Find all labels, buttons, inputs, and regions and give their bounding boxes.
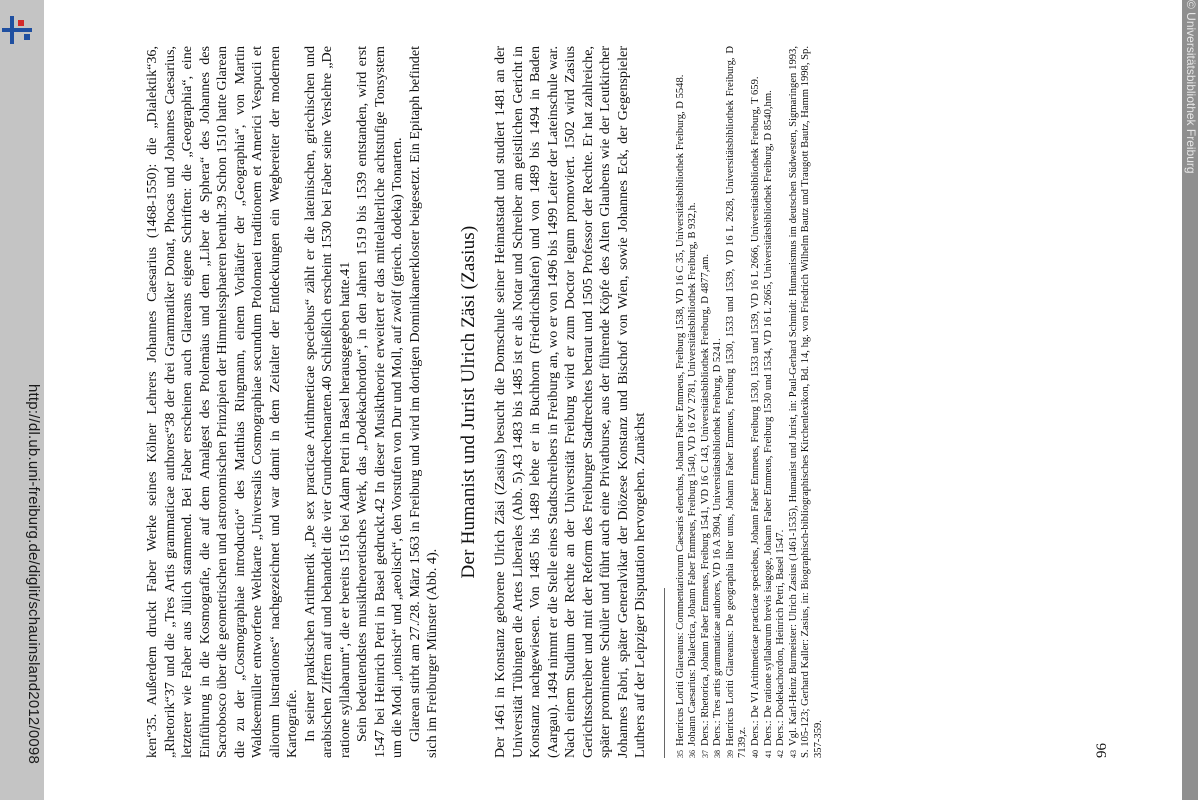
footnote: [725, 46, 750, 758]
source-url-caption: [18, 0, 42, 800]
logo-bar: [2, 28, 32, 32]
section-heading: Der Humanist und Jurist Ulrich Zäsi (Zasius): [457, 225, 479, 579]
footnote-text: Henricus Loriti Glareanus: Commentariorum Caesaris elenchus, Johann Faber Emmeus, Freiburg 1538, VD 16 C 35, Universitätsbibliothek Freiburg, D 5548.: [674, 74, 686, 746]
footnote: [788, 46, 826, 758]
footnote-number: 40: [751, 750, 761, 758]
body-text: [144, 46, 442, 758]
footnote-text: Ders.: De VI Arithmeticae practicae speciebus, Johann Faber Emmeus, Freiburg 1530, 1533 und 1539, VD 16 L 2666, Universitätsbibliothek Freiburg, T 659.: [750, 76, 762, 746]
text-column: [144, 46, 826, 758]
page-number: 96: [1094, 743, 1110, 758]
body-paragraph: Glarean stirbt am 27./28. März 1563 in Freiburg und wird im dortigen Dominikanerkloster beigesetzt. Ein Epitaph befindet sich im Freiburger Münster (Abb. 4).: [406, 46, 440, 758]
footnote-number: 41: [763, 750, 773, 758]
footnote-number: 42: [776, 750, 786, 758]
footnote: [712, 46, 725, 758]
logo-stem: [10, 16, 14, 44]
rotated-page-content: [44, 0, 1182, 800]
copyright-caption: [1170, 0, 1198, 800]
footnote-number: 36: [688, 750, 698, 758]
logo-block-blue: [24, 34, 30, 40]
body-paragraph: Sein bedeutendstes musiktheoretisches Werk, das „Dodekachordon“, in den Jahren 1519 bis 1539 entstanden, wird erst 1547 bei Heinrich Petri in Basel gedruckt.42 In dieser Musiktheorie erweitert er das mittelalterliche achtstufige Tonsystem um die Modi „ionisch“ und „aeolisch“, den Vorstufen von Dur und Moll, auf zwölf (griech. dodeka) Tonarten.: [354, 46, 405, 758]
footnote-text: Johann Caesarius: Dialectica, Johann Faber Emmeus, Freiburg 1540, VD 16 ZV 2781, Universitätsbibliothek Freiburg, B 932,h.: [687, 202, 699, 746]
footnote-text: Ders.: De ratione syllabarum brevis isagoge, Johann Faber Emmeus, Freiburg 1530 und 1534, VD 16 L 2665, Universitätsbibliothek Freiburg, D 8540,hm.: [762, 90, 774, 746]
copyright-text: © Universitätsbibliothek Freiburg: [1184, 0, 1198, 174]
footnote-number: 43: [788, 750, 798, 758]
footnote: [700, 46, 713, 758]
footnote-number: 38: [713, 750, 723, 758]
footnote-text: Ders.: Dodekachordon, Heinrich Petri, Basel 1547.: [775, 529, 787, 746]
library-logo-icon: [0, 10, 34, 50]
footnote: [763, 46, 776, 758]
body-paragraph: In seiner praktischen Arithmetik „De sex practicae Arithmeticae speciebus“ zählt er die lateinischen, griechischen und arabischen Ziffern auf und behandelt die vier Grundrechenarten.40 Schließlich erscheint 1530 bei Faber seine Verslehre „De ratione syllabarum“, die er bereits 1516 bei Adam Petri in Basel herausgegeben hatte.41: [301, 46, 353, 758]
source-url[interactable]: http://dl.ub.uni-freiburg.de/diglit/schauinsland2012/0098: [25, 384, 42, 764]
footnote: [775, 46, 788, 758]
footnote: [675, 46, 688, 758]
document-page: [44, 0, 1182, 800]
footnote-number: 37: [700, 750, 710, 758]
footnotes: [675, 46, 826, 758]
footnote-number: 35: [675, 750, 685, 758]
body-paragraph: ken“35. Außerdem druckt Faber Werke seines Kölner Lehrers Johannes Caesarius (1468-1550): die „Dialektik“36, „Rhetorik“37 und die „Tres Artis grammaticae authores“38 der drei Grammatiker Donat, Phocas und Johannes Caesarius, letzterer wie Faber aus Jülich stammend. Bei Faber erscheinen auch Glareans eigene Schriften: die „Geographia“, eine Einführung in die Kosmografie, die auf dem Amalgest des Ptolemäus und dem „Liber de Sphera“ des Johannes des Sacrobosco über die geometrischen und astronomischen Prinzipien der Himmelssphaeren beruht.39 Schon 1510 hatte Glarean die zu der „Cosmographiae introductio“ des Matthias Ringmann, einem Vorläufer der „Geographia“, von Martin Waldseemüller entworfene Weltkarte „Universalis Cosmographiae secundum Ptolomaei traditionem et Americi Vespucii et aliorum lustrationes“ nachgezeichnet und war damit in dem Zeitalter der Entdeckungen ein Wegbereiter der modernen Kartografie.: [144, 46, 300, 758]
footnote-text: Ders.: Tres artis grammaticae authores, VD 16 A 3904, Universitätsbibliothek Freiburg, D 5241.: [712, 338, 724, 746]
footnote: [687, 46, 700, 758]
footnote-text: Vgl. Karl-Heinz Burmeister: Ulrich Zasius (1461-1535), Humanist und Jurist, in: Paul-Gerhard Schmidt: Humanismus im deutschen Südwesten, Sigmaringen 1993, S. 105-123; Gerhard Kaller: Zasius, in: Biographisch-bibliographisches Kirchenlexikon, Bd. 14, hg. von Friedrich Wilhelm Bautz und Traugott Bautz, Hamm 1998, Sp. 357-359.: [787, 46, 825, 758]
footnote-number: 39: [725, 750, 735, 758]
footnote-text: Ders.: Rhetorica, Johann Faber Emmeus, Freiburg 1541, VD 16 C 143, Universitätsbibliothek Freiburg, D 4877,am.: [699, 254, 711, 746]
footnote-text: Henricus Loriti Glareanus: De geographia liber unus, Johann Faber Emmeus, Freiburg 1530, 1533 und 1539, VD 16 L 2628, Universitätsbibliothek Freiburg, D 7139,z.: [724, 46, 749, 758]
logo-block-red: [18, 20, 24, 26]
footnote: [750, 46, 763, 758]
footnote-divider: [664, 588, 665, 758]
section-paragraph: Der 1461 in Konstanz geborene Ulrich Zäsi (Zasius) besucht die Domschule seiner Heimatstadt und studiert 1481 an der Universität Tübingen die Artes Liberales (Abb. 5).43 1483 bis 1485 ist er als Notar und Schreiber am geistlichen Gericht in Konstanz nachgewiesen. Von 1485 bis 1489 lebte er in Buchhorn (Friedrichshafen) und von 1489 bis 1494 in Baden (Aargau). 1494 nimmt er die Stelle eines Stadtschreibers in Freiburg an, wo er von 1496 bis 1499 Leiter der Lateinschule war. Nach einem Studium der Rechte an der Universität Freiburg wird er zum Doctor legum promoviert. 1502 wird Zasius Gerichtsschreiber und mit der Reform des Freiburger Stadtrechtes betraut und 1505 Professor der Rechte. Er hat zahlreiche, später prominente Schüler und führt auch eine Privatburse, aus der führende Köpfe des Alten Glaubens wie der Leutkircher Johannes Fabri, später Generalvikar der Diözese Konstanz und Bischof von Wien, sowie Johannes Eck, der Gegenspieler Luthers auf der Leipziger Disputation hervorgehen. Zunächst: [492, 46, 648, 758]
